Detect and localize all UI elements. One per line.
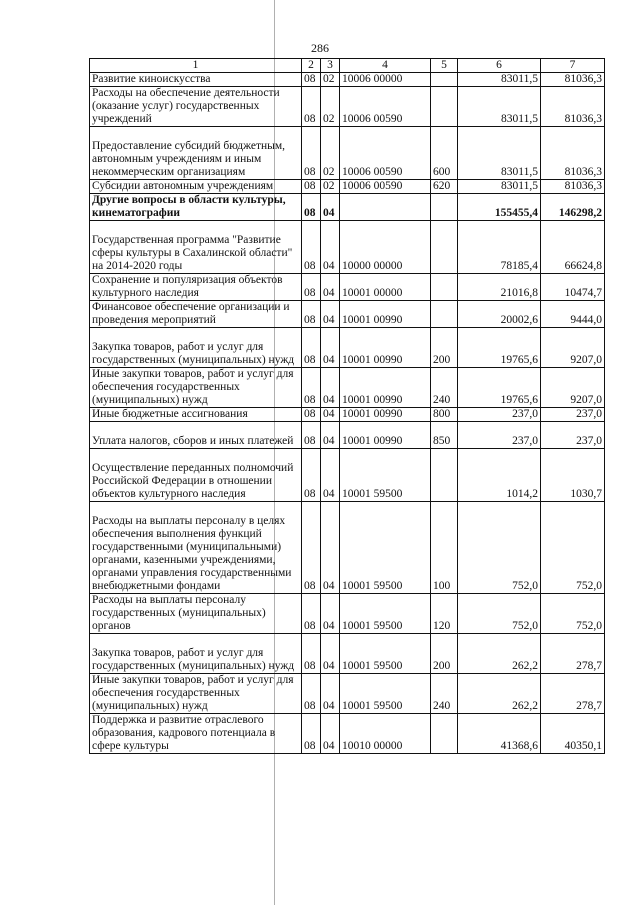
table-row [90, 73, 605, 87]
subsection-code-cell: 04 [321, 674, 340, 714]
table-row [90, 634, 605, 674]
expense-type-cell: 200 [431, 634, 458, 674]
section-code-cell: 08 [302, 194, 321, 221]
target-code-cell: 10001 00990 [340, 328, 431, 368]
row-name-cell: Другие вопросы в области культуры, кинематографии [90, 194, 302, 221]
target-code-cell: 10001 00990 [340, 301, 431, 328]
amount-2020-cell: 278,7 [541, 674, 605, 714]
row-name-cell: Иные закупки товаров, работ и услуг для обеспечения государственных (муниципальных) нужд [90, 674, 302, 714]
expense-type-cell: 200 [431, 328, 458, 368]
target-code-cell: 10010 00000 [340, 714, 431, 754]
section-code-cell: 08 [302, 449, 321, 502]
expense-type-cell: 240 [431, 368, 458, 408]
section-code-cell: 08 [302, 634, 321, 674]
row-name-cell: Субсидии автономным учреждениям [90, 180, 302, 194]
table-row [90, 194, 605, 221]
section-code-cell: 08 [302, 73, 321, 87]
row-name-cell: Закупка товаров, работ и услуг для государственных (муниципальных) нужд [90, 634, 302, 674]
row-name-cell: Осуществление переданных полномочий Российской Федерации в отношении объектов культурного наследия [90, 449, 302, 502]
table-row [90, 328, 605, 368]
subsection-code-cell: 02 [321, 87, 340, 127]
amount-2020-cell: 237,0 [541, 408, 605, 422]
amount-2020-cell: 9444,0 [541, 301, 605, 328]
amount-2019-cell: 237,0 [458, 408, 541, 422]
subsection-code-cell: 02 [321, 127, 340, 180]
table-row [90, 449, 605, 502]
table-row [90, 422, 605, 449]
amount-2019-cell: 83011,5 [458, 180, 541, 194]
amount-2019-cell: 155455,4 [458, 194, 541, 221]
target-code-cell: 10001 59500 [340, 502, 431, 594]
amount-2020-cell: 81036,3 [541, 127, 605, 180]
amount-2020-cell: 752,0 [541, 502, 605, 594]
subsection-code-cell: 04 [321, 194, 340, 221]
target-code-cell: 10000 00000 [340, 221, 431, 274]
table-row [90, 502, 605, 594]
expense-type-cell [431, 449, 458, 502]
amount-2020-cell: 66624,8 [541, 221, 605, 274]
section-code-cell: 08 [302, 127, 321, 180]
amount-2020-cell: 9207,0 [541, 368, 605, 408]
amount-2020-cell: 81036,3 [541, 87, 605, 127]
expense-type-cell [431, 87, 458, 127]
section-code-cell: 08 [302, 408, 321, 422]
subsection-code-cell: 04 [321, 634, 340, 674]
subsection-code-cell: 04 [321, 274, 340, 301]
amount-2020-cell: 752,0 [541, 594, 605, 634]
target-code-cell [340, 194, 431, 221]
expense-type-cell [431, 274, 458, 301]
target-code-cell: 10001 00000 [340, 274, 431, 301]
section-code-cell: 08 [302, 87, 321, 127]
amount-2020-cell: 1030,7 [541, 449, 605, 502]
table-row [90, 674, 605, 714]
subsection-code-cell: 04 [321, 408, 340, 422]
target-code-cell: 10001 59500 [340, 594, 431, 634]
amount-2019-cell: 752,0 [458, 594, 541, 634]
target-code-cell: 10006 00590 [340, 87, 431, 127]
column-header: 3 [321, 59, 340, 73]
expense-type-cell [431, 221, 458, 274]
row-name-cell: Предоставление субсидий бюджетным, автономным учреждениям и иным некоммерческим организациям [90, 127, 302, 180]
table-row [90, 127, 605, 180]
target-code-cell: 10001 59500 [340, 674, 431, 714]
amount-2020-cell: 10474,7 [541, 274, 605, 301]
expense-type-cell: 120 [431, 594, 458, 634]
amount-2019-cell: 262,2 [458, 634, 541, 674]
expense-type-cell: 100 [431, 502, 458, 594]
expense-type-cell: 800 [431, 408, 458, 422]
subsection-code-cell: 04 [321, 368, 340, 408]
section-code-cell: 08 [302, 180, 321, 194]
amount-2019-cell: 83011,5 [458, 73, 541, 87]
expense-type-cell: 620 [431, 180, 458, 194]
subsection-code-cell: 04 [321, 422, 340, 449]
column-header: 7 [541, 59, 605, 73]
amount-2019-cell: 19765,6 [458, 368, 541, 408]
table-row [90, 87, 605, 127]
column-header: 4 [340, 59, 431, 73]
page-number: 286 [311, 41, 329, 55]
target-code-cell: 10006 00590 [340, 180, 431, 194]
section-code-cell: 08 [302, 274, 321, 301]
subsection-code-cell: 02 [321, 180, 340, 194]
section-code-cell: 08 [302, 368, 321, 408]
subsection-code-cell: 04 [321, 301, 340, 328]
column-header: 6 [458, 59, 541, 73]
header-row [90, 59, 605, 73]
row-name-cell: Финансовое обеспечение организации и проведения мероприятий [90, 301, 302, 328]
expense-type-cell: 240 [431, 674, 458, 714]
target-code-cell: 10006 00000 [340, 73, 431, 87]
target-code-cell: 10001 00990 [340, 422, 431, 449]
row-name-cell: Уплата налогов, сборов и иных платежей [90, 422, 302, 449]
section-code-cell: 08 [302, 594, 321, 634]
expense-type-cell: 850 [431, 422, 458, 449]
subsection-code-cell: 04 [321, 714, 340, 754]
row-name-cell: Расходы на выплаты персоналу государственных (муниципальных) органов [90, 594, 302, 634]
amount-2019-cell: 752,0 [458, 502, 541, 594]
expense-type-cell [431, 194, 458, 221]
amount-2020-cell: 278,7 [541, 634, 605, 674]
section-code-cell: 08 [302, 714, 321, 754]
amount-2019-cell: 41368,6 [458, 714, 541, 754]
amount-2020-cell: 9207,0 [541, 328, 605, 368]
amount-2020-cell: 40350,1 [541, 714, 605, 754]
subsection-code-cell: 02 [321, 73, 340, 87]
table-row [90, 594, 605, 634]
subsection-code-cell: 04 [321, 221, 340, 274]
expense-type-cell [431, 714, 458, 754]
column-header: 2 [302, 59, 321, 73]
amount-2019-cell: 262,2 [458, 674, 541, 714]
table-row [90, 180, 605, 194]
target-code-cell: 10001 59500 [340, 449, 431, 502]
row-name-cell: Сохранение и популяризация объектов культурного наследия [90, 274, 302, 301]
subsection-code-cell: 04 [321, 449, 340, 502]
row-name-cell: Расходы на обеспечение деятельности (оказание услуг) государственных учреждений [90, 87, 302, 127]
row-name-cell: Иные бюджетные ассигнования [90, 408, 302, 422]
target-code-cell: 10001 00990 [340, 408, 431, 422]
row-name-cell: Развитие киноискусства [90, 73, 302, 87]
table-row [90, 714, 605, 754]
amount-2019-cell: 21016,8 [458, 274, 541, 301]
table-row [90, 368, 605, 408]
amount-2019-cell: 83011,5 [458, 87, 541, 127]
section-code-cell: 08 [302, 674, 321, 714]
expense-type-cell [431, 301, 458, 328]
subsection-code-cell: 04 [321, 328, 340, 368]
section-code-cell: 08 [302, 328, 321, 368]
column-header: 1 [90, 59, 302, 73]
table-row [90, 274, 605, 301]
table-row [90, 221, 605, 274]
budget-table [89, 58, 605, 754]
amount-2019-cell: 20002,6 [458, 301, 541, 328]
amount-2020-cell: 237,0 [541, 422, 605, 449]
subsection-code-cell: 04 [321, 594, 340, 634]
amount-2019-cell: 78185,4 [458, 221, 541, 274]
section-code-cell: 08 [302, 221, 321, 274]
table-row [90, 301, 605, 328]
section-code-cell: 08 [302, 422, 321, 449]
target-code-cell: 10006 00590 [340, 127, 431, 180]
table-row [90, 408, 605, 422]
amount-2019-cell: 237,0 [458, 422, 541, 449]
amount-2019-cell: 1014,2 [458, 449, 541, 502]
row-name-cell: Государственная программа "Развитие сферы культуры в Сахалинской области" на 2014-2020 годы [90, 221, 302, 274]
row-name-cell: Поддержка и развитие отраслевого образования, кадрового потенциала в сфере культуры [90, 714, 302, 754]
section-code-cell: 08 [302, 502, 321, 594]
amount-2020-cell: 81036,3 [541, 180, 605, 194]
amount-2019-cell: 83011,5 [458, 127, 541, 180]
section-code-cell: 08 [302, 301, 321, 328]
amount-2019-cell: 19765,6 [458, 328, 541, 368]
amount-2020-cell: 81036,3 [541, 73, 605, 87]
row-name-cell: Расходы на выплаты персоналу в целях обеспечения выполнения функций государственными (муниципальными) органами, казенными учреждениями, органами управления государственными внебюджетными фондами [90, 502, 302, 594]
expense-type-cell: 600 [431, 127, 458, 180]
target-code-cell: 10001 59500 [340, 634, 431, 674]
expense-type-cell [431, 73, 458, 87]
row-name-cell: Закупка товаров, работ и услуг для государственных (муниципальных) нужд [90, 328, 302, 368]
row-name-cell: Иные закупки товаров, работ и услуг для обеспечения государственных (муниципальных) нужд [90, 368, 302, 408]
amount-2020-cell: 146298,2 [541, 194, 605, 221]
column-header: 5 [431, 59, 458, 73]
subsection-code-cell: 04 [321, 502, 340, 594]
target-code-cell: 10001 00990 [340, 368, 431, 408]
